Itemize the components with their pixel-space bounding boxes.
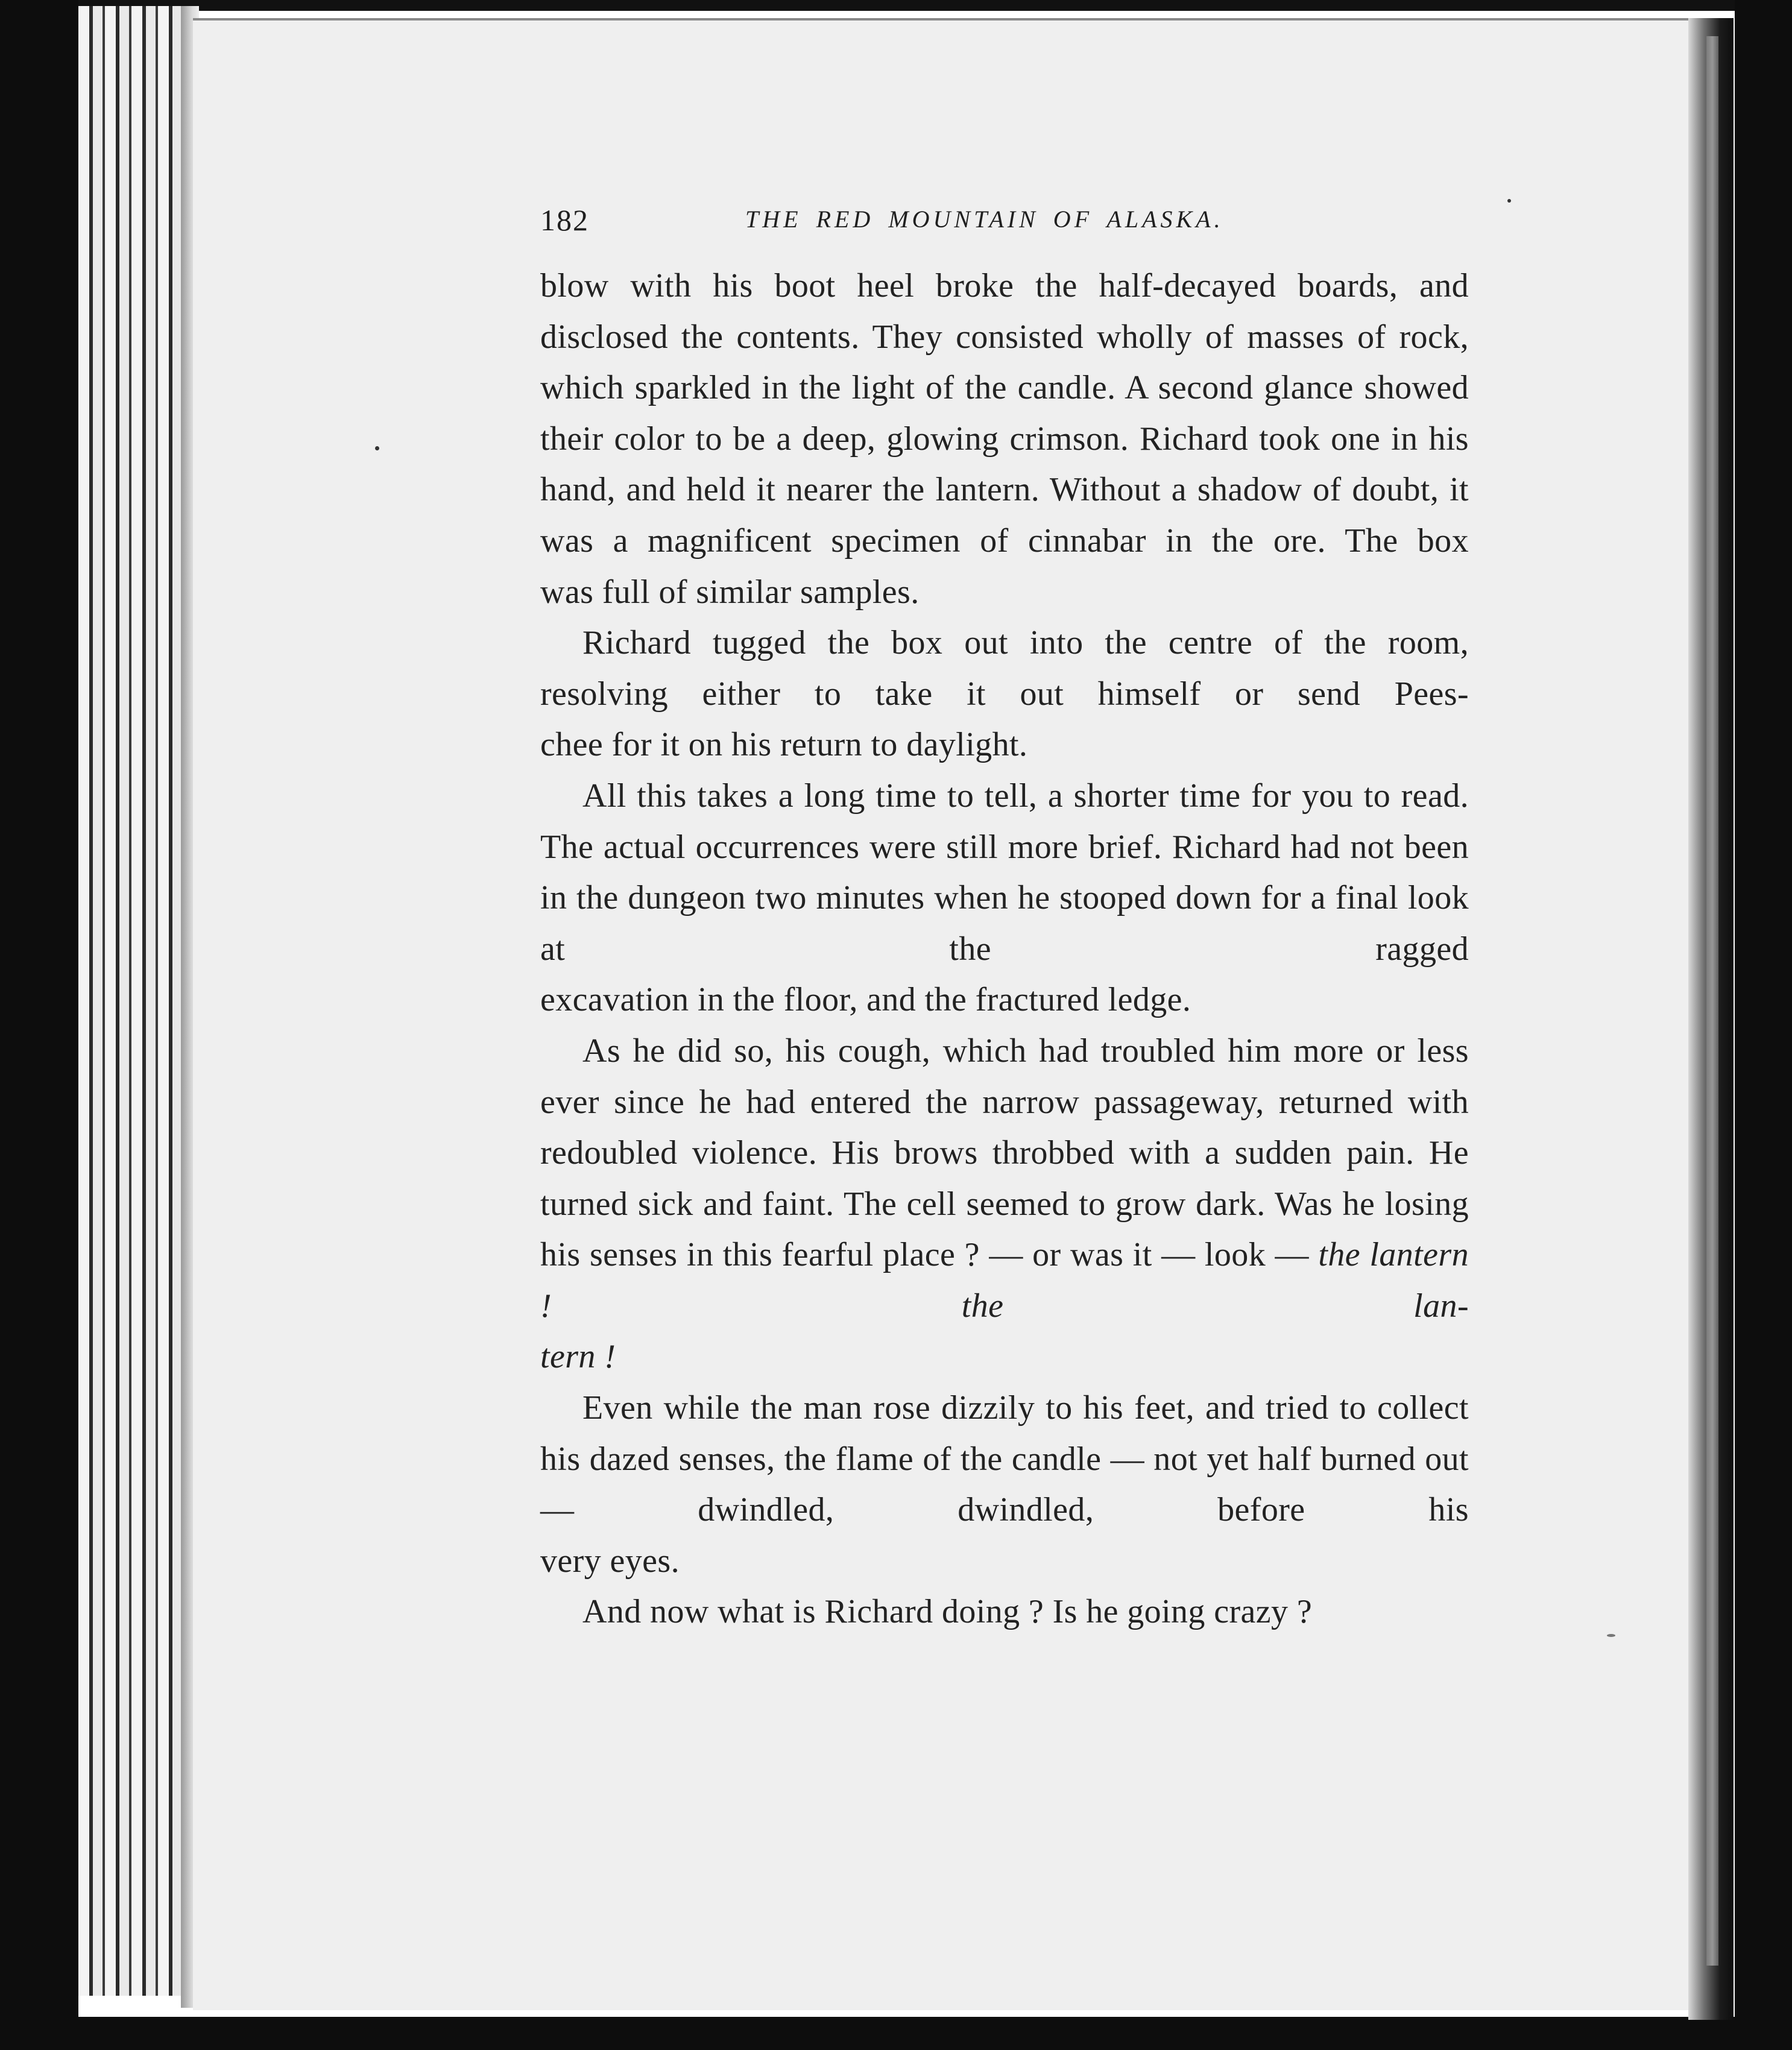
paragraph-last-line bbox=[540, 1331, 1469, 1383]
scanner-border-left bbox=[0, 0, 78, 2050]
gutter-highlight bbox=[1706, 36, 1718, 1966]
text-line: excavation in the floor, and the fractured ledge. bbox=[540, 981, 1191, 1019]
text-line: crimson. Richard took one in his hand, and held it bbox=[540, 420, 1469, 509]
text-line: Even while the man rose dizzily to his feet, and tried bbox=[582, 1389, 1329, 1427]
text-line: to collect his dazed senses, the flame of the candle — not bbox=[540, 1389, 1469, 1478]
paragraph bbox=[540, 1586, 1469, 1638]
paragraph bbox=[540, 617, 1469, 719]
text-line: chee for it on his return to daylight. bbox=[540, 726, 1028, 764]
text-line: nearer the lantern. Without a shadow of doubt, it was a bbox=[540, 471, 1469, 560]
text-line: masses of rock, which sparkled in the light of the candle. bbox=[540, 318, 1469, 407]
text-line: room, resolving either to take it out himself or send Pees- bbox=[540, 624, 1469, 713]
text-line: As he did so, his cough, which had troubled him more bbox=[582, 1032, 1364, 1070]
text-line: And now what is Richard doing ? Is he going crazy ? bbox=[582, 1593, 1313, 1631]
text-line: All this takes a long time to tell, a shorter time for bbox=[582, 777, 1292, 815]
scan-speck bbox=[1507, 199, 1511, 203]
text-line: returned with redoubled violence. His brows throbbed bbox=[540, 1083, 1469, 1172]
paragraph bbox=[540, 1383, 1469, 1536]
paragraph bbox=[540, 771, 1469, 974]
text-line: when he stooped down for a final look at the ragged bbox=[540, 879, 1469, 968]
text-line: fearful place ? — or was it — look — bbox=[781, 1236, 1309, 1274]
scan-speck bbox=[1607, 1634, 1615, 1637]
text-line: magnificent specimen of cinnabar in the ore. The box bbox=[648, 522, 1469, 560]
text-line: blow with his boot heel broke the half-decayed boards, bbox=[540, 267, 1398, 304]
text-line: and disclosed the contents. They consisted wholly of bbox=[540, 267, 1469, 356]
page-number: 182 bbox=[540, 203, 589, 237]
scan-speck bbox=[375, 446, 379, 450]
text-line: brief. Richard had not been in the dungeon two minutes bbox=[540, 828, 1469, 917]
body-text bbox=[540, 260, 1469, 1638]
paragraph bbox=[540, 260, 1469, 567]
text-line: with a sudden pain. He turned sick and faint. The cell bbox=[540, 1134, 1469, 1223]
text-line: Richard tugged the box out into the centre of the bbox=[582, 624, 1366, 662]
paragraph-last-line bbox=[540, 567, 1469, 618]
scanner-border-bottom bbox=[0, 2017, 1792, 2050]
paragraph bbox=[540, 1026, 1469, 1332]
text-line: seemed to grow dark. Was he losing his senses in this bbox=[540, 1185, 1469, 1274]
italic-text: the lantern ! the lan- bbox=[540, 1236, 1469, 1325]
paragraph-last-line bbox=[540, 719, 1469, 771]
paragraph-last-line bbox=[540, 974, 1469, 1026]
text-line: was full of similar samples. bbox=[540, 573, 920, 611]
running-header bbox=[540, 203, 1475, 251]
text-line: you to read. The actual occurrences were still more bbox=[540, 777, 1469, 866]
running-title: THE RED MOUNTAIN OF ALASKA. bbox=[745, 206, 1224, 233]
text-line: very eyes. bbox=[540, 1542, 680, 1580]
text-line: yet half burned out — dwindled, dwindled, before his bbox=[540, 1440, 1469, 1529]
text-line: A second glance showed their color to be a deep, glowing bbox=[540, 369, 1469, 458]
italic-text: tern ! bbox=[540, 1338, 616, 1376]
scanner-border-right bbox=[1735, 0, 1792, 2050]
paragraph-last-line bbox=[540, 1536, 1469, 1587]
scanner-border-top bbox=[0, 0, 1792, 11]
text-line: or less ever since he had entered the narrow passageway, bbox=[540, 1032, 1469, 1121]
